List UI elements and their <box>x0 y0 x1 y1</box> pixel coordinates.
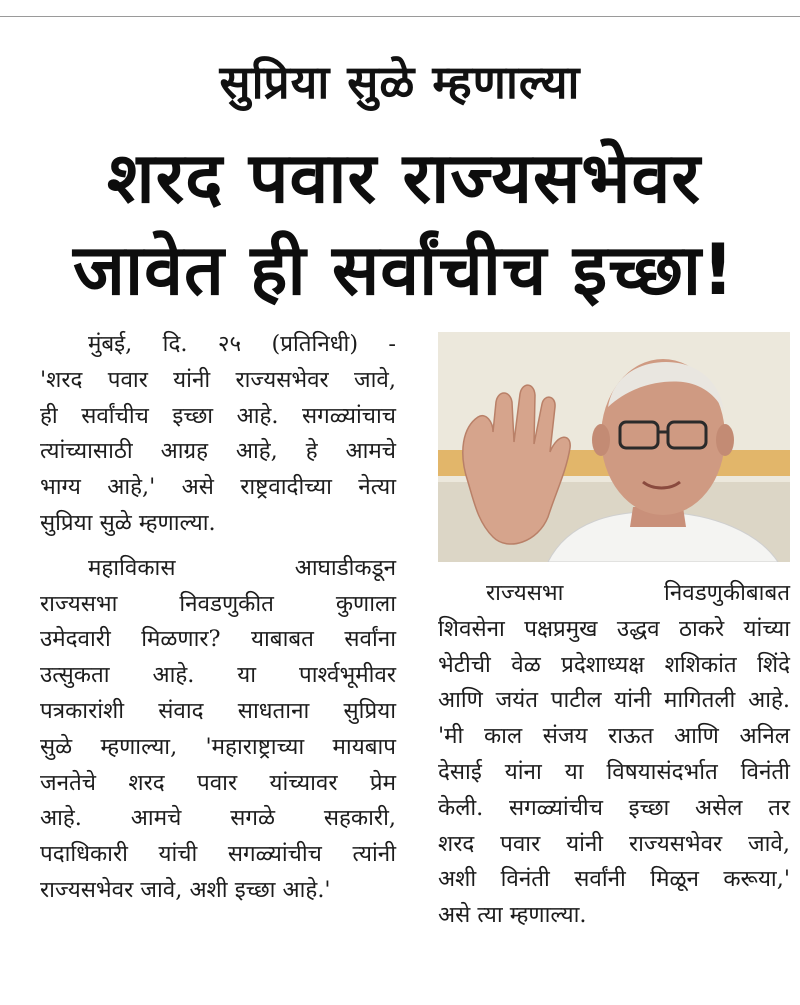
kicker-line: सुप्रिया सुळे म्हणाल्या <box>219 55 581 109</box>
text-line: ही सर्वांचीच इच्छा आहे. सगळ्यांचाच <box>40 402 396 429</box>
text-line: 'शरद पवार यांनी राज्यसभेवर जावे, <box>40 366 396 393</box>
text-line: महाविकास आघाडीकडून <box>88 554 396 581</box>
text-line: मुंबई, दि. २५ (प्रतिनिधी) - <box>88 331 396 357</box>
text-line: त्यांच्यासाठी आग्रह आहे, हे आमचे <box>40 438 396 465</box>
headline-line-2: जावेत ही सर्वांचीच इच्छा! <box>73 229 735 311</box>
text-line: पत्रकारांशी संवाद साधताना सुप्रिया <box>40 697 396 724</box>
text-line: आणि जयंत पाटील यांनी मागितली आहे. <box>438 687 790 714</box>
headline <box>14 132 794 316</box>
text-line: आहे. आमचे सगळे सहकारी, <box>40 805 396 832</box>
text-line: राज्यसभा निवडणुकीत कुणाला <box>40 590 396 617</box>
right-paragraph <box>438 576 790 934</box>
portrait-illustration <box>438 332 790 562</box>
text-line: 'मी काल संजय राऊत आणि अनिल <box>438 723 790 750</box>
text-line: देसाई यांना या विषयासंदर्भात विनंती <box>438 758 790 785</box>
text-line: राज्यसभा निवडणुकीबाबत <box>486 580 790 606</box>
text-line: राज्यसभेवर जावे, अशी इच्छा आहे.' <box>40 876 331 903</box>
text-line: केली. सगळ्यांचीच इच्छा असेल तर <box>438 794 790 821</box>
text-line: भेटीची वेळ प्रदेशाध्यक्ष शशिकांत शिंदे <box>438 651 790 678</box>
top-divider <box>0 16 800 17</box>
left-column <box>40 327 396 909</box>
text-line: जनतेचे शरद पवार यांच्यावर प्रेम <box>40 769 396 796</box>
text-line: अशी विनंती सर्वांनी मिळून करूया,' <box>438 866 790 893</box>
text-line: शिवसेना पक्षप्रमुख उद्धव ठाकरे यांच्या <box>438 615 790 642</box>
sharad-pawar-photo <box>438 332 790 562</box>
left-paragraph-1 <box>40 327 396 542</box>
headline-line-1: शरद पवार राज्यसभेवर <box>106 137 702 219</box>
text-line: सुप्रिया सुळे म्हणाल्या. <box>40 509 216 536</box>
right-column <box>438 576 790 934</box>
text-line: भाग्य आहे,' असे राष्ट्रवादीच्या नेत्या <box>40 474 396 501</box>
text-line: सुळे म्हणाल्या, 'महाराष्ट्राच्या मायबाप <box>40 733 396 760</box>
text-line: पदाधिकारी यांची सगळ्यांचीच त्यांनी <box>40 841 396 868</box>
text-line: असे त्या म्हणाल्या. <box>438 902 587 929</box>
text-line: उत्सुकता आहे. या पार्श्वभूमीवर <box>40 662 396 689</box>
text-line: उमेदवारी मिळणार? याबाबत सर्वांना <box>40 626 396 653</box>
text-line: शरद पवार यांनी राज्यसभेवर जावे, <box>438 830 790 857</box>
left-paragraph-2 <box>40 551 396 909</box>
